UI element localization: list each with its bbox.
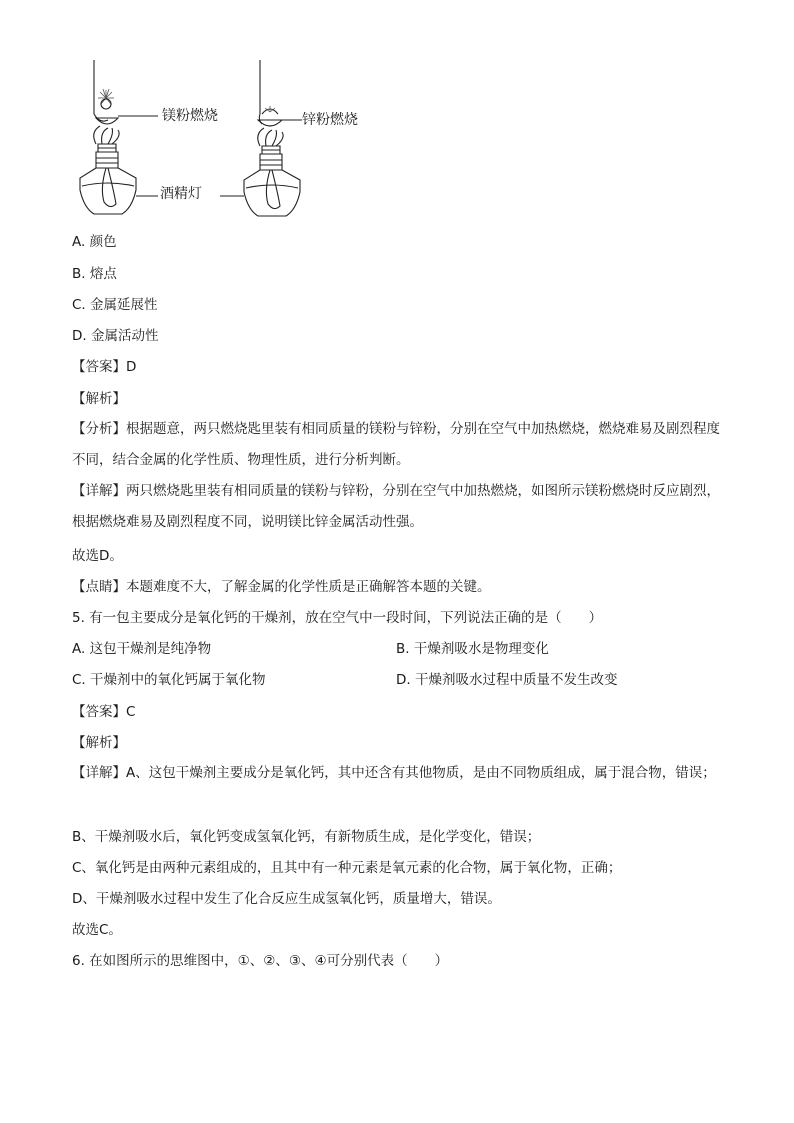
- q4-option-c: C. 金属延展性: [72, 297, 158, 313]
- q4-dianjing: 【点睛】本题难度不大，了解金属的化学性质是正确解答本题的关键。: [72, 579, 491, 595]
- q5-answer: 【答案】C: [72, 704, 136, 720]
- q4-fenxi: 【分析】根据题意，两只燃烧匙里装有相同质量的镁粉与锌粉，分别在空气中加热燃烧，燃烧难易及剧烈程度不同，结合金属的化学性质、物理性质，进行分析判断。: [72, 421, 720, 468]
- q5-detail-a: 【详解】A、这包干燥剂主要成分是氧化钙，其中还含有其他物质，是由不同物质组成，属于混合物，错误；: [72, 765, 716, 781]
- q5-detail-c: C、氧化钙是由两种元素组成的，且其中有一种元素是氧元素的化合物，属于氧化物，正确；: [72, 860, 622, 876]
- q5-option-d: D. 干燥剂吸水过程中质量不发生改变: [396, 672, 618, 688]
- q5-option-a: A. 这包干燥剂是纯净物: [72, 641, 212, 657]
- q4-option-a: A. 颜色: [72, 234, 117, 250]
- q5-analysis-heading: 【解析】: [72, 735, 126, 751]
- q4-option-b: B. 熔点: [72, 266, 117, 282]
- label-magnesium-burning: 镁粉燃烧: [162, 108, 218, 124]
- q5-stem: 5. 有一包主要成分是氧化钙的干燥剂，放在空气中一段时间，下列说法正确的是（ ）: [72, 610, 603, 626]
- spirit-lamp-diagram: [70, 58, 380, 228]
- q4-answer: 【答案】D: [72, 359, 137, 375]
- experiment-figure: [70, 58, 380, 228]
- q5-conclusion: 故选C。: [72, 922, 122, 938]
- q4-xiangjie: 【详解】两只燃烧匙里装有相同质量的镁粉与锌粉，分别在空气中加热燃烧，如图所示镁粉燃烧时反应剧烈，根据燃烧难易及剧烈程度不同，说明镁比锌金属活动性强。: [72, 483, 720, 530]
- q5-option-c: C. 干燥剂中的氧化钙属于氧化物: [72, 672, 266, 688]
- q5-detail-b: B、干燥剂吸水后，氧化钙变成氢氧化钙，有新物质生成，是化学变化，错误；: [72, 829, 541, 845]
- label-spirit-lamp: 酒精灯: [160, 186, 202, 202]
- q5-detail-d: D、干燥剂吸水过程中发生了化合反应生成氢氧化钙，质量增大，错误。: [72, 891, 501, 907]
- q4-analysis-heading: 【解析】: [72, 391, 126, 407]
- q6-stem: 6. 在如图所示的思维图中，①、②、③、④可分别代表（ ）: [72, 953, 449, 969]
- q4-option-d: D. 金属活动性: [72, 328, 159, 344]
- q4-conclusion: 故选D。: [72, 548, 123, 564]
- q5-option-b: B. 干燥剂吸水是物理变化: [396, 641, 549, 657]
- label-zinc-burning: 锌粉燃烧: [302, 112, 358, 128]
